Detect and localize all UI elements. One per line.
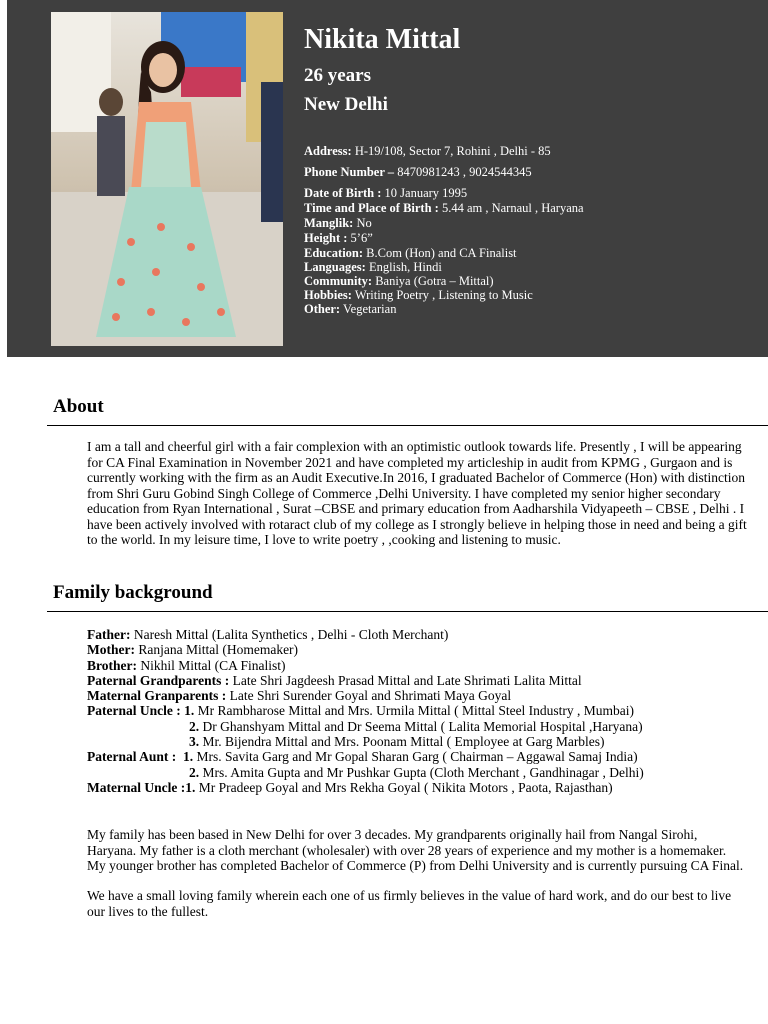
family-paternal-aunt-1 (87, 749, 644, 764)
info-manglik (304, 216, 372, 231)
family-brother (87, 658, 644, 673)
family-paternal-uncle-3 (87, 734, 644, 749)
family-list (87, 627, 644, 795)
list-number: 1. (183, 749, 194, 765)
list-text: Mr Pradeep Goyal and Mrs Rekha Goyal ( Nikita Motors , Paota, Rajasthan) (198, 779, 613, 795)
info-education (304, 246, 517, 261)
info-languages (304, 260, 442, 275)
info-height (304, 231, 373, 246)
profile-city: New Delhi (304, 94, 388, 115)
info-address (304, 144, 551, 159)
family-title: Family background (53, 582, 213, 603)
community-label: Community: (304, 274, 373, 288)
languages-value: English, Hindi (368, 260, 442, 274)
family-maternal-grandparents (87, 688, 644, 703)
brother-value: Nikhil Mittal (CA Finalist) (140, 657, 286, 673)
brother-label: Brother: (87, 657, 137, 673)
info-tob (304, 201, 584, 216)
profile-age: 26 years (304, 65, 372, 86)
tob-value: 5.44 am , Narnaul , Haryana (441, 201, 584, 215)
family-divider (47, 611, 768, 612)
community-value: Baniya (Gotra – Mittal) (375, 274, 494, 288)
phone-value: 8470981243 , 9024544345 (397, 165, 532, 179)
list-text: Mr Rambharose Mittal and Mrs. Urmila Mittal ( Mittal Steel Industry , Mumbai) (197, 703, 635, 719)
muncle-label: Maternal Uncle : (87, 779, 186, 795)
manglik-label: Manglik: (304, 216, 354, 230)
list-number: 1. (185, 779, 196, 795)
other-value: Vegetarian (343, 302, 397, 316)
profile-photo (51, 12, 283, 346)
about-text: I am a tall and cheerful girl with a fair complexion with an optimistic outlook towards life. Presently , I will be appearing for CA Final Examination in November 2021 and have completed my articleship in audit from KPMG , Gurgaon and is currently working with the firm as an Audit Executive.In 2016, I graduated Bachelor of Commerce (Hon) with distinction from Shri Guru Gobind Singh College of Commerce ,Delhi University. I have completed my senior higher secondary education from Ryan International , Surat –CBSE and primary education from Aadharshila Vidyapeeth – CBSE , Delhi . I have been actively involved with rotaract club of my college as I strongly believe in helping those in need and being a gift to the world. In my leisure time, I love to write poetry , ,cooking and listening to music. (87, 439, 747, 547)
education-label: Education: (304, 246, 364, 260)
dob-value: 10 January 1995 (384, 186, 468, 200)
mother-label: Mother: (87, 642, 135, 658)
info-phone (304, 165, 532, 180)
info-dob (304, 186, 467, 201)
list-number: 1. (184, 703, 195, 719)
paunt-label: Paternal Aunt : (87, 749, 177, 765)
dob-label: Date of Birth : (304, 186, 382, 200)
family-paternal-aunt-2 (87, 765, 644, 780)
puncle-label: Paternal Uncle : (87, 703, 181, 719)
manglik-value: No (356, 216, 372, 230)
pgp-label: Paternal Grandparents : (87, 672, 230, 688)
pgp-value: Late Shri Jagdeesh Prasad Mittal and Late Shrimati Lalita Mittal (232, 672, 582, 688)
mgp-label: Maternal Granparents : (87, 688, 227, 704)
list-number: 2. (189, 718, 200, 734)
phone-label: Phone Number – (304, 165, 395, 179)
languages-label: Languages: (304, 260, 366, 274)
address-value: H-19/108, Sector 7, Rohini , Delhi - 85 (354, 144, 551, 158)
list-text: Mrs. Savita Garg and Mr Gopal Sharan Garg ( Chairman – Aggawal Samaj India) (196, 749, 638, 765)
father-value: Naresh Mittal (Lalita Synthetics , Delhi - Cloth Merchant) (133, 627, 449, 642)
father-label: Father: (87, 627, 131, 642)
hobbies-label: Hobbies: (304, 288, 352, 302)
info-other (304, 302, 396, 317)
family-maternal-uncle (87, 780, 644, 795)
family-father (87, 627, 644, 642)
tob-label: Time and Place of Birth : (304, 201, 439, 215)
other-label: Other: (304, 302, 341, 316)
info-community (304, 274, 494, 289)
list-number: 3. (189, 734, 200, 750)
address-label: Address: (304, 144, 352, 158)
mgp-value: Late Shri Surender Goyal and Shrimati Maya Goyal (229, 688, 512, 704)
family-paragraph-2: We have a small loving family wherein each one of us firmly believes in the value of hard work, and do our best to live our lives to the fullest. (87, 888, 732, 919)
family-paternal-uncle-1 (87, 703, 644, 718)
list-text: Dr Ghanshyam Mittal and Dr Seema Mittal ( Lalita Memorial Hospital ,Haryana) (202, 718, 643, 734)
info-hobbies (304, 288, 533, 303)
about-title: About (53, 396, 104, 417)
family-paragraph-1: My family has been based in New Delhi for over 3 decades. My grandparents originally hail from Nangal Sirohi, Haryana. My father is a cloth merchant (wholesaler) with over 28 years of experience and my mother is a homemaker. My younger brother has completed Bachelor of Commerce (P) from Delhi University and is currently pursuing CA Final. (87, 827, 744, 873)
mother-value: Ranjana Mittal (Homemaker) (138, 642, 299, 658)
list-text: Mr. Bijendra Mittal and Mrs. Poonam Mittal ( Employee at Garg Marbles) (202, 734, 605, 750)
family-paternal-grandparents (87, 673, 644, 688)
about-divider (47, 425, 768, 426)
profile-name: Nikita Mittal (304, 24, 461, 55)
education-value: B.Com (Hon) and CA Finalist (366, 246, 517, 260)
list-text: Mrs. Amita Gupta and Mr Pushkar Gupta (Cloth Merchant , Gandhinagar , Delhi) (202, 764, 644, 780)
family-paternal-uncle-2 (87, 719, 644, 734)
hobbies-value: Writing Poetry , Listening to Music (354, 288, 533, 302)
family-mother (87, 642, 644, 657)
height-value: 5’6” (350, 231, 373, 245)
height-label: Height : (304, 231, 348, 245)
list-number: 2. (189, 764, 200, 780)
